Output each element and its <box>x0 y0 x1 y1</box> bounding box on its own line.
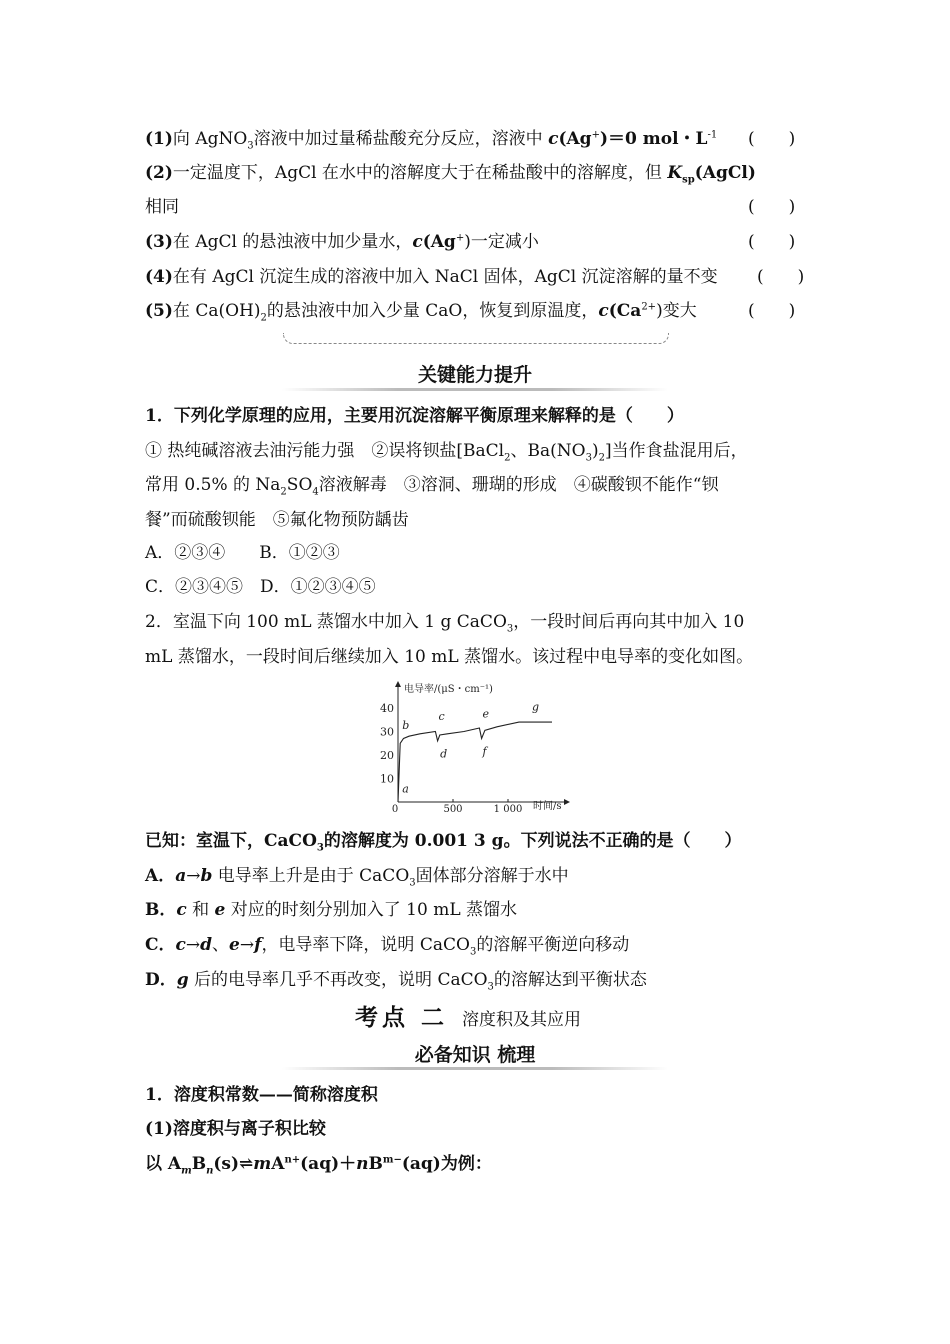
section-heading: 关键能力提升 <box>417 364 532 386</box>
ksp-title: 1．溶度积常数——简称溶度积 <box>145 1085 378 1105</box>
recap-item-5: (5)在 $Ca(OH)_2$的悬浊液中加入少量 CaO，恢复到原温度，$c(Ca^{2+})$变大 <box>145 301 697 324</box>
kaodian-title: 考点 二 溶度积及其应用 <box>355 1005 582 1031</box>
recap-item-1: (1)向 AgNO$_3$溶液中加过量稀盐酸充分反应，溶液中 c(Ag+)＝0 mol・$L^{-1}$ <box>145 129 718 152</box>
heading-underline-2 <box>282 1067 668 1070</box>
y-tick-label: 30 <box>380 725 394 739</box>
point-label-d: d <box>440 747 448 761</box>
answer-blank[interactable]: ( ) <box>757 267 805 287</box>
point-label-b: b <box>402 719 410 733</box>
recap-item-2: (2)一定温度下，AgCl 在水中的溶解度大于在稀盐酸中的溶解度，但 $K_{sp}(AgCl)$ <box>145 163 756 186</box>
answer-blank[interactable]: ( ) <box>748 129 796 149</box>
y-axis-label: 电导率/(μS・cm⁻¹) <box>404 684 493 695</box>
problem-2-stem: 2．室温下向 100 mL 蒸馏水中加入 1 g CaCO$_3$，一段时间后再向其中加入 10 <box>145 612 745 635</box>
heading-underline <box>282 388 668 391</box>
problem-2-option-b[interactable]: B．c 和 e 对应的时刻分别加入了 10 mL 蒸馏水 <box>145 900 518 920</box>
chart-svg <box>362 674 592 822</box>
answer-blank[interactable]: ( ) <box>748 301 796 321</box>
point-label-a: a <box>402 782 409 796</box>
summary-bracket <box>283 333 669 344</box>
origin-label: 0 <box>391 804 399 815</box>
point-label-e: e <box>482 707 490 721</box>
problem-2-stem-cont: mL 蒸馏水，一段时间后继续加入 10 mL 蒸馏水。该过程中电导率的变化如图。 <box>145 647 754 667</box>
conductivity-line <box>398 722 552 802</box>
x-tick-label: 500 <box>443 804 463 815</box>
ksp-subtitle: (1)溶度积与离子积比较 <box>145 1119 326 1139</box>
section-heading-2: 必备知识 梳理 <box>414 1044 536 1066</box>
problem-1-line: 常用 0.5% 的 $Na_2SO_4$溶液解毒 ③溶洞、珊瑚的形成 ④碳酸钡不能作“钡 <box>145 475 719 498</box>
problem-1-line: 餐”而硫酸钡能 ⑤氟化物预防龋齿 <box>145 510 409 530</box>
recap-item-2-cont: 相同 <box>145 197 179 217</box>
point-label-c: c <box>438 709 445 723</box>
recap-item-4: (4)在有 AgCl 沉淀生成的溶液中加入 NaCl 固体，AgCl 沉淀溶解的量不变 <box>145 267 718 287</box>
problem-1-options-ab[interactable]: A．②③④ B．①②③ <box>145 543 340 563</box>
answer-blank[interactable]: ( ) <box>748 232 796 252</box>
ksp-example: 以 $A_mB_n(s)\rightleftharpoons mA^{n+}(aq)+nB^{m-}(aq)$为例： <box>145 1154 492 1177</box>
problem-2-known: 已知：室温下，CaCO$_3$的溶解度为 0.001 3 g。下列说法不正确的是（ ） <box>145 831 742 854</box>
point-label-f: f <box>482 745 487 758</box>
x-axis-label: 时间/s <box>533 801 562 812</box>
problem-1-options-cd[interactable]: C．②③④⑤ D．①②③④⑤ <box>145 577 376 597</box>
y-tick-label: 40 <box>380 702 394 715</box>
recap-item-3: (3)在 AgCl 的悬浊液中加少量水，c(Ag+)一定减小 <box>145 232 539 252</box>
x-tick-label: 1 000 <box>493 804 523 815</box>
problem-1-line: ① 热纯碱溶液去油污能力强 ②误将钡盐[BaCl$_2$、$Ba(NO_3)_2$]当作食盐混用后， <box>145 441 748 464</box>
y-tick-label: 10 <box>380 772 394 786</box>
point-label-g: g <box>532 700 540 714</box>
y-tick-label: 20 <box>380 749 394 762</box>
problem-2-option-a[interactable]: A．a→b 电导率上升是由于 CaCO$_3$固体部分溶解于水中 <box>145 866 569 889</box>
answer-blank[interactable]: ( ) <box>748 197 796 217</box>
conductivity-chart <box>362 674 592 822</box>
problem-1-stem: 1．下列化学原理的应用，主要用沉淀溶解平衡原理来解释的是（ ） <box>145 406 684 426</box>
problem-2-option-c[interactable]: C．c→d、e→f，电导率下降，说明 CaCO$_3$的溶解平衡逆向移动 <box>145 935 630 958</box>
problem-2-option-d[interactable]: D．g 后的电导率几乎不再改变，说明 CaCO$_3$的溶解达到平衡状态 <box>145 970 647 993</box>
